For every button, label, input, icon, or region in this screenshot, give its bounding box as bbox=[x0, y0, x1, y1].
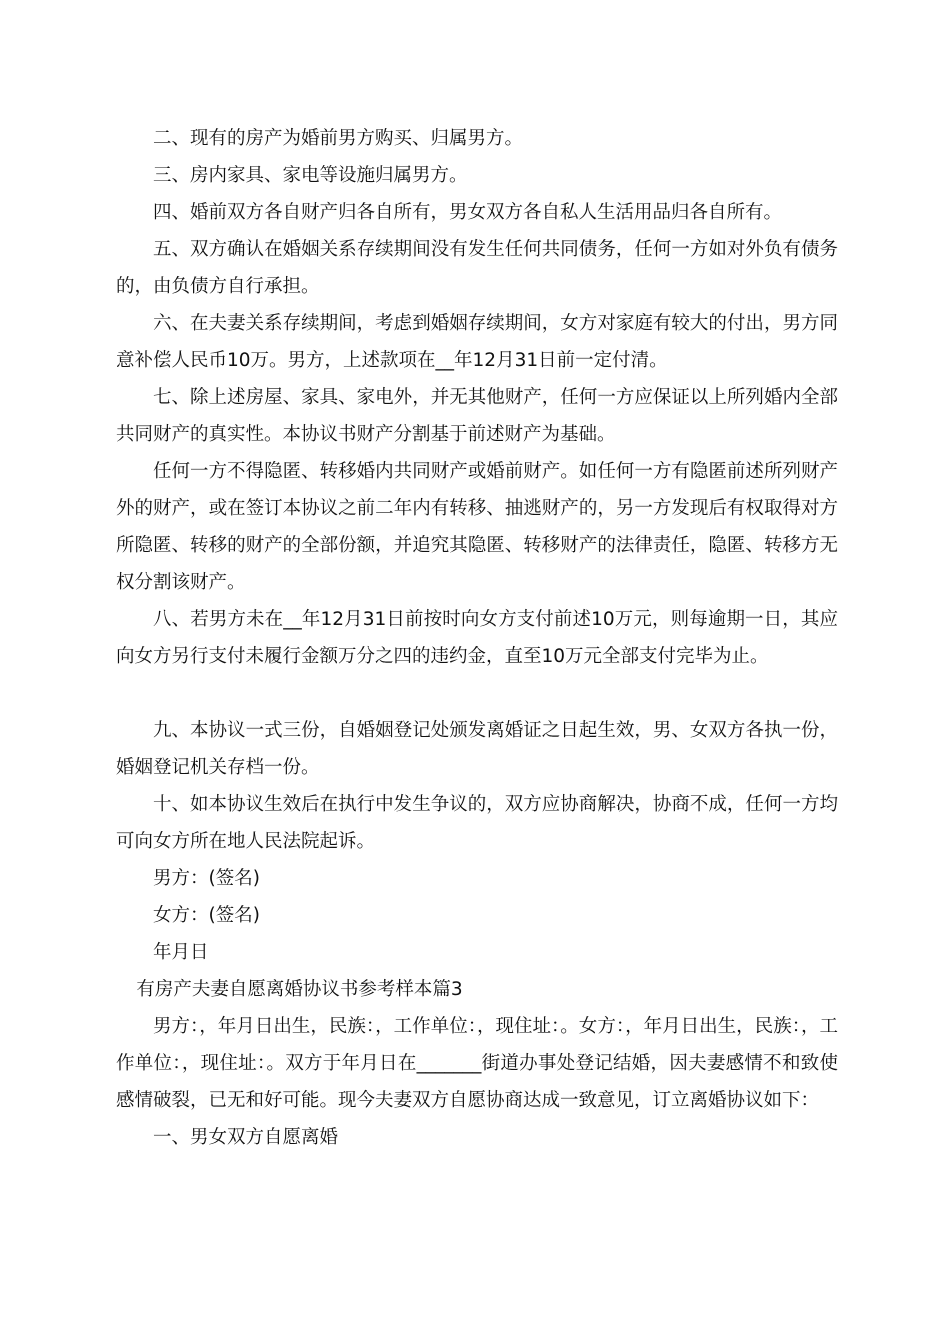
female-signature-line: 女方：(签名) bbox=[153, 905, 260, 926]
section-title: 有房产夫妻自愿离婚协议书参考样本篇3 bbox=[136, 979, 463, 1000]
clause-6: 六、在夫妻关系存续期间，考虑到婚姻存续期间，女方对家庭有较大的付出，男方同意补偿人民币10万。男方，上述款项在__年12月31日前一定付清。 bbox=[116, 313, 838, 371]
clause-4: 四、婚前双方各自财产归各自所有，男女双方各自私人生活用品归各自所有。 bbox=[153, 202, 783, 223]
document-body bbox=[116, 120, 838, 1156]
clause-5: 五、双方确认在婚姻关系存续期间没有发生任何共同债务，任何一方如对外负有债务的，由负债方自行承担。 bbox=[116, 239, 838, 297]
clause-8: 八、若男方未在__年12月31日前按时向女方支付前述10万元，则每逾期一日，其应向女方另行支付未履行金额万分之四的违约金，直至10万元全部支付完毕为止。 bbox=[116, 609, 838, 667]
clause-10: 十、如本协议生效后在执行中发生争议的，双方应协商解决，协商不成，任何一方均可向女方所在地人民法院起诉。 bbox=[116, 794, 838, 852]
clause-7-continuation: 任何一方不得隐匿、转移婚内共同财产或婚前财产。如任何一方有隐匿前述所列财产外的财产，或在签订本协议之前二年内有转移、抽逃财产的，另一方发现后有权取得对方所隐匿、转移的财产的全部份额，并追究其隐匿、转移财产的法律责任，隐匿、转移方无权分割该财产。 bbox=[116, 461, 838, 593]
date-line: 年月日 bbox=[153, 942, 209, 963]
male-signature-line: 男方：(签名) bbox=[153, 868, 260, 889]
clause-9: 九、本协议一式三份，自婚姻登记处颁发离婚证之日起生效，男、女双方各执一份，婚姻登记机关存档一份。 bbox=[116, 720, 838, 778]
paragraph-gap bbox=[116, 675, 838, 712]
agreement-intro: 男方：，年月日出生，民族：，工作单位：，现住址：。女方：，年月日出生，民族：，工作单位：，现住址：。双方于年月日在_______街道办事处登记结婚，因夫妻感情不和致使感情破裂，已无和好可能。现今夫妻双方自愿协商达成一致意见，订立离婚协议如下： bbox=[116, 1016, 838, 1111]
clause-7: 七、除上述房屋、家具、家电外，并无其他财产，任何一方应保证以上所列婚内全部共同财产的真实性。本协议书财产分割基于前述财产为基础。 bbox=[116, 387, 838, 445]
clause-2: 二、现有的房产为婚前男方购买、归属男方。 bbox=[153, 128, 524, 149]
clause-1-new-section: 一、男女双方自愿离婚 bbox=[153, 1127, 339, 1148]
clause-3: 三、房内家具、家电等设施归属男方。 bbox=[153, 165, 468, 186]
